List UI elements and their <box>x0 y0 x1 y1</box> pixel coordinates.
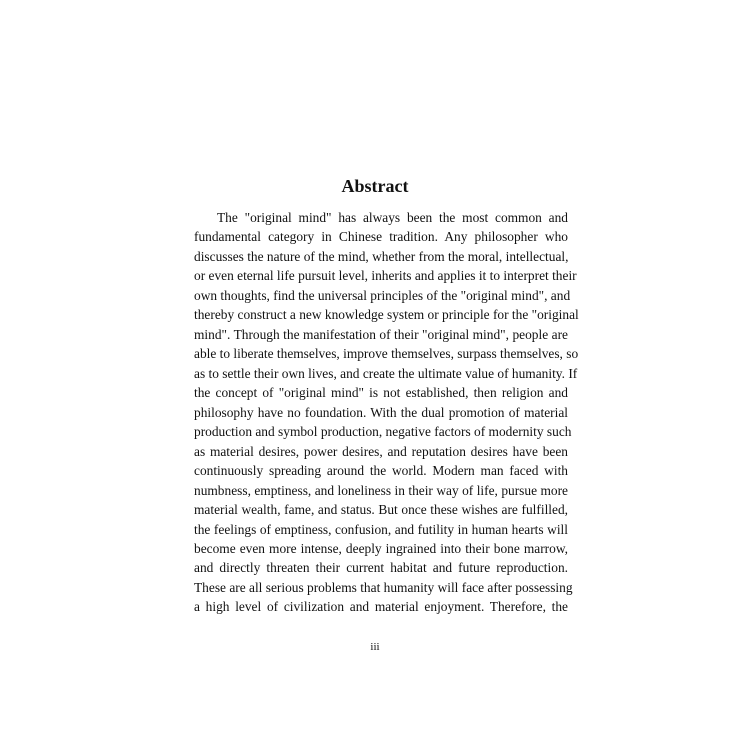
text-line-2: fundamental category in Chinese tradition. Any philosopher who <box>194 229 568 245</box>
text-line-8: able to liberate themselves, improve themselves, surpass themselves, so <box>194 346 579 362</box>
text-line-18: become even more intense, deeply ingrained into their bone marrow, <box>194 540 568 556</box>
text-line-20: These are all serious problems that humanity will face after possessing <box>194 579 573 595</box>
text-line-21: a high level of civilization and material enjoyment. Therefore, the <box>194 599 568 615</box>
text-line-7: mind". Through the manifestation of their "original mind", people are <box>194 326 568 342</box>
text-line-19: and directly threaten their current habitat and future reproduction. <box>194 560 568 576</box>
text-line-5: own thoughts, find the universal principles of the "original mind", and <box>194 287 571 303</box>
text-line-11: philosophy have no foundation. With the dual promotion of material <box>194 404 568 420</box>
text-line-9: as to settle their own lives, and create the ultimate value of humanity. If <box>194 365 578 381</box>
text-line-15: numbness, emptiness, and loneliness in their way of life, pursue more <box>194 482 568 498</box>
text-line-17: the feelings of emptiness, confusion, and futility in human hearts will <box>194 521 568 537</box>
text-line-12: production and symbol production, negative factors of modernity such <box>194 424 572 440</box>
text-line-3: discusses the nature of the mind, whether from the moral, intellectual, <box>194 248 569 264</box>
text-line-1: The "original mind" has always been the most common and <box>217 210 568 225</box>
page-title: Abstract <box>341 176 409 196</box>
text-line-10: the concept of "original mind" is not established, then religion and <box>194 385 568 401</box>
text-line-13: as material desires, power desires, and reputation desires have been <box>194 443 568 459</box>
abstract-body <box>194 208 579 617</box>
text-line-14: continuously spreading around the world. Modern man faced with <box>194 463 568 479</box>
text-line-4: or even eternal life pursuit level, inherits and applies it to interpret their <box>194 268 577 284</box>
text-line-16: material wealth, fame, and status. But once these wishes are fulfilled, <box>194 502 568 518</box>
text-line-6: thereby construct a new knowledge system or principle for the "original <box>194 307 579 323</box>
page-number: iii <box>370 641 380 653</box>
